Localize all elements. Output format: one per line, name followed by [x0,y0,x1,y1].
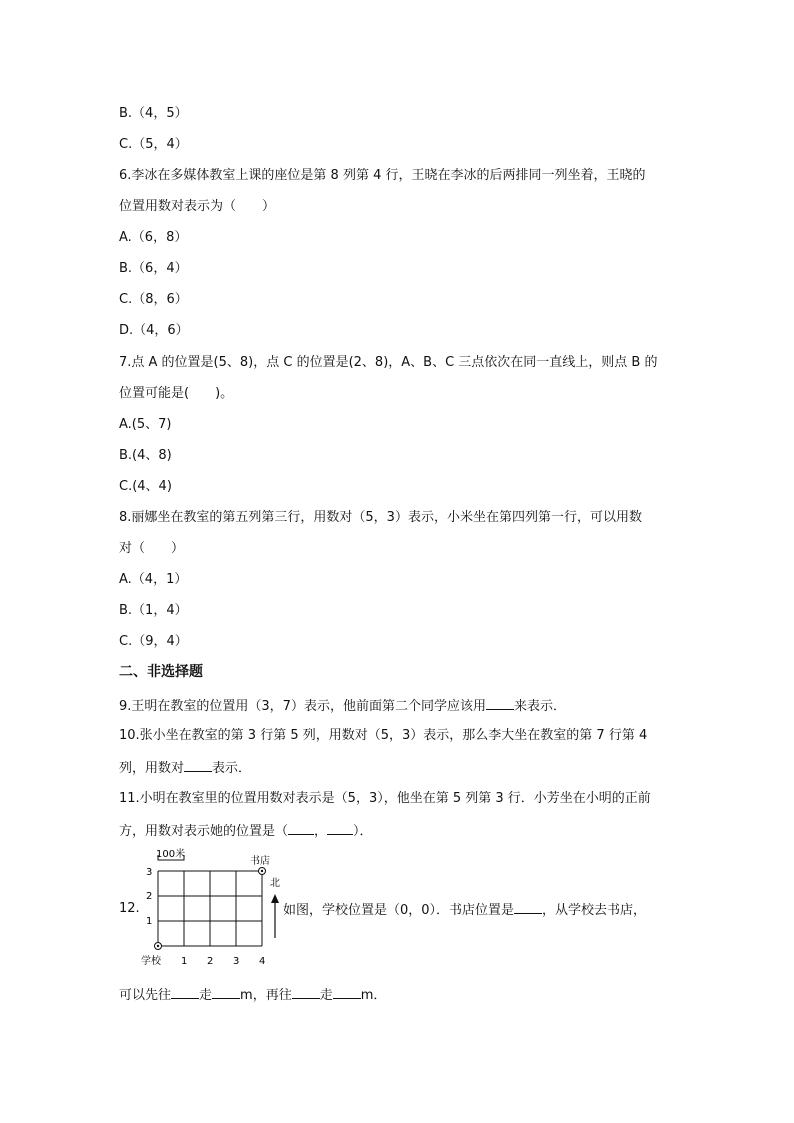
school-label: 学校 [141,956,161,967]
q8-stem-line1: 8.丽娜坐在教室的第五列第三行，用数对（5，3）表示，小米坐在第四列第一行，可以用数 [119,510,642,525]
q7-option-c: C.(4、4) [119,479,172,494]
q9-text-after: 来表示． [513,699,566,714]
q12-text-b: 走 [199,988,213,1003]
q12-text-d: 走 [319,988,333,1003]
q6-option-c: C.（8，6） [119,292,188,307]
q6-option-b: B.（6，4） [119,261,188,276]
q9 [119,697,566,715]
q8-option-a: A.（4，1） [119,572,188,587]
q12-direction2-blank[interactable] [292,986,320,999]
q7-option-b: B.(4、8) [119,448,172,463]
q6-option-a: A.（6，8） [119,230,188,245]
q12-bookstore-blank[interactable] [514,901,542,914]
q11-text-before: 方，用数对表示她的位置是（ [119,824,289,839]
q12-text-e: m． [360,988,387,1003]
q10-text-after: 表示． [212,761,252,776]
q9-text-before: 9.王明在教室的位置用（3，7）表示，他前面第二个同学应该用 [119,699,486,714]
q8-option-b: B.（1，4） [119,603,188,618]
grid-lines [158,871,262,946]
q12-grid-map [138,846,283,971]
q12-text-c: m，再往 [240,988,292,1003]
q11-text-after: ）． [353,824,373,839]
q12-distance1-blank[interactable] [212,986,240,999]
scale-label: 100米 [156,849,186,860]
north-label: 北 [270,878,280,889]
bookstore-marker-icon [259,868,266,875]
q11-line1: 11.小明在教室里的位置用数对表示是（5，3），他坐在第 5 列第 3 行．小芳坐在小明的正前 [119,791,651,806]
q12-text-a: 可以先往 [119,988,172,1003]
q8-stem-line2: 对（ ） [119,541,185,556]
q12-number: 12. [119,901,140,916]
q12-line1 [283,901,646,919]
q12-line2 [119,986,386,1004]
q6-option-d: D.（4，6） [119,323,189,338]
q12-text-after: ，从学校去书店， [542,903,647,918]
y-tick: 3 [146,867,153,878]
q7-stem-line2: 位置可能是( )。 [119,386,234,401]
y-tick: 2 [146,891,153,902]
q10-answer-blank[interactable] [184,759,212,772]
q5-option-c: C.（5，4） [119,137,188,152]
q12-text-before: 如图，学校位置是（0，0）．书店位置是 [283,903,515,918]
q11-blank-x[interactable] [288,822,314,835]
q10-text-before: 列，用数对 [119,761,185,776]
q7-stem-line1: 7.点 A 的位置是(5、8)，点 C 的位置是(2、8)，A、B、C 三点依次在同一直线上，则点 B 的 [119,355,658,370]
q11-text-mid: ， [314,824,328,839]
q6-stem-line2: 位置用数对表示为（ ） [119,199,276,214]
q9-answer-blank[interactable] [486,697,514,710]
x-tick: 1 [181,956,188,967]
x-tick: 4 [259,956,266,967]
q7-option-a: A.(5、7) [119,417,172,432]
q6-stem-line1: 6.李冰在多媒体教室上课的座位是第 8 列第 4 行，王晓在李冰的后两排同一列坐着，王晓的 [119,168,646,183]
x-tick: 3 [233,956,240,967]
x-tick: 2 [207,956,214,967]
q11-blank-y[interactable] [327,822,353,835]
q5-option-b: B.（4，5） [119,106,188,121]
section-title: 二、非选择题 [119,664,203,680]
q12-distance2-blank[interactable] [333,986,361,999]
north-arrow-icon [271,894,279,938]
q10-line2 [119,759,251,777]
q10-line1: 10.张小坐在教室的第 3 行第 5 列，用数对（5，3）表示，那么李大坐在教室的第 7 行第 4 [119,728,648,743]
q11-line2 [119,822,373,840]
y-tick: 1 [146,916,153,927]
school-marker-icon [155,943,162,950]
q12-direction1-blank[interactable] [171,986,199,999]
q8-option-c: C.（9，4） [119,634,188,649]
bookstore-label: 书店 [250,856,270,867]
